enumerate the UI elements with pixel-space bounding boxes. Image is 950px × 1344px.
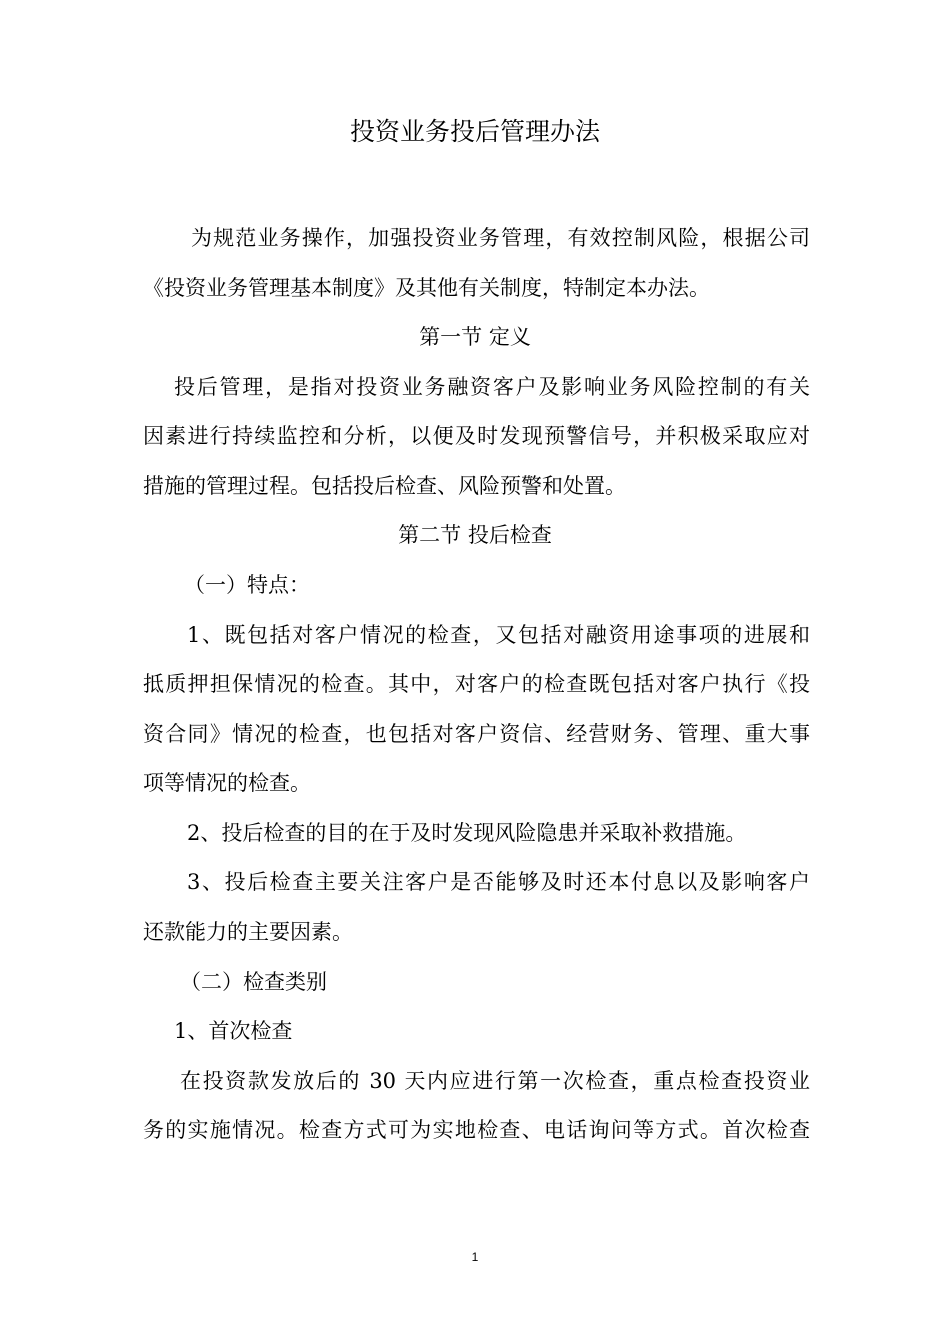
page-number: 1 [471,1250,479,1264]
section-heading: 第二节 投后检查 [398,523,552,547]
paragraph-line: 抵质押担保情况的检查。其中，对客户的检查既包括对客户执行《投 [143,672,810,696]
paragraph-line: 3、投后检查主要关注客户是否能够及时还本付息以及影响客户 [187,870,810,894]
paragraph-line: 1、既包括对客户情况的检查，又包括对融资用途事项的进展和 [187,623,810,647]
subsection-heading: （一）特点： [184,573,310,597]
document-title: 投资业务投后管理办法 [349,117,600,146]
paragraph-line: 为规范业务操作，加强投资业务管理，有效控制风险，根据公司 [191,226,810,250]
paragraph-line: 还款能力的主要因素。 [143,920,353,944]
paragraph-line: 投后管理，是指对投资业务融资客户及影响业务风险控制的有关 [174,375,810,399]
paragraph-line: 项等情况的检查。 [143,771,311,795]
paragraph-line: 2、投后检查的目的在于及时发现风险隐患并采取补救措施。 [187,821,747,845]
subsection-heading: （二）检查类别 [180,970,327,994]
paragraph-line: 资合同》情况的检查，也包括对客户资信、经营财务、管理、重大事 [143,722,810,746]
paragraph-line: 《投资业务管理基本制度》及其他有关制度，特制定本办法。 [143,276,710,300]
paragraph-line: 在投资款发放后的 30 天内应进行第一次检查，重点检查投资业 [180,1069,810,1093]
paragraph-line: 务的实施情况。检查方式可为实地检查、电话询问等方式。首次检查 [143,1118,810,1142]
paragraph-line: 措施的管理过程。包括投后检查、风险预警和处置。 [143,474,626,498]
paragraph-line: 因素进行持续监控和分析，以便及时发现预警信号，并积极采取应对 [143,424,810,448]
item-heading: 1、首次检查 [174,1019,293,1043]
section-heading: 第一节 定义 [419,325,531,349]
